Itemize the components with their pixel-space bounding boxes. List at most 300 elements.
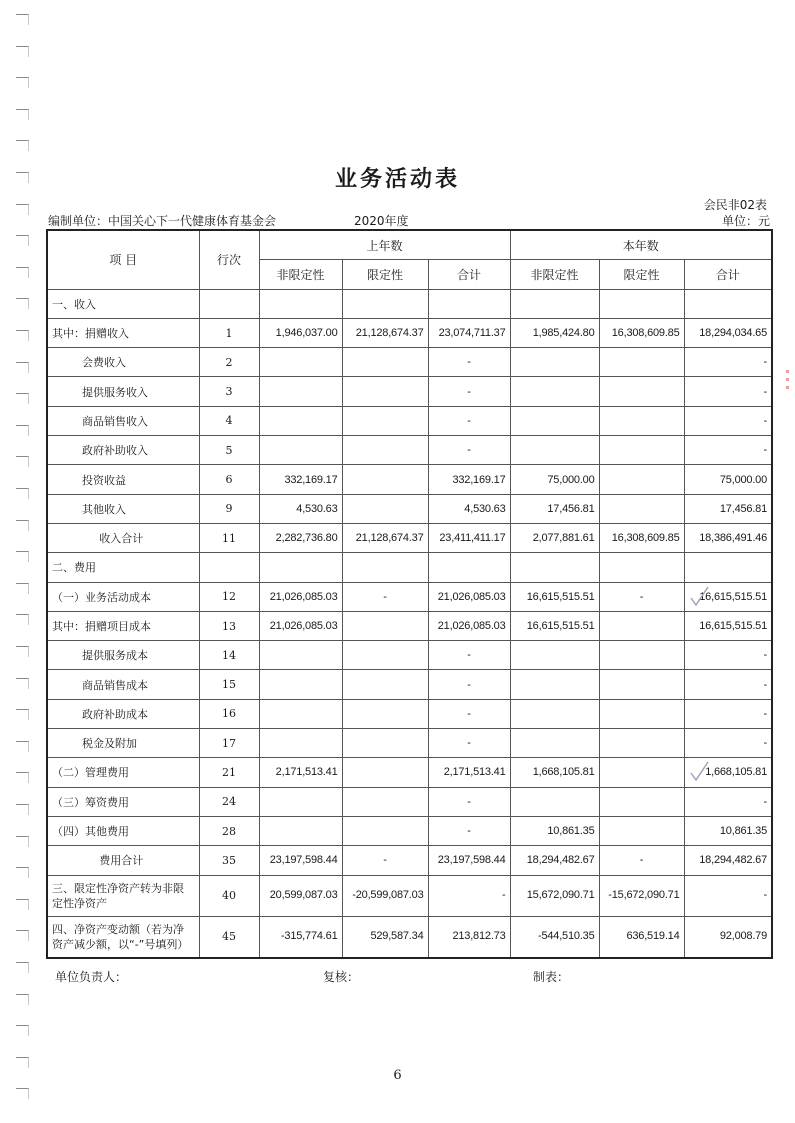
row-label: 投资收益 [47,465,199,494]
table-row [47,465,772,494]
row-line-number: 16 [199,699,259,728]
cell-current-total [684,787,772,816]
cell-prior-total [428,553,510,582]
binder-hole-mark [16,551,29,562]
cell-value: 1,985,424.80 [532,327,595,340]
cell-prior-unrestricted [259,436,342,465]
cell-current-restricted [599,699,684,728]
cell-current-total [684,916,772,958]
cell-value: 4,530.63 [296,502,338,515]
header-current-total: 合计 [684,260,772,289]
binder-hole-mark [16,836,29,847]
cell-current-restricted [599,494,684,523]
cell-current-unrestricted [510,494,599,523]
cell-value: 18,386,491.46 [699,532,768,545]
table-row [47,875,772,916]
cell-prior-total [428,465,510,494]
cell-current-total [684,758,772,787]
cell-current-total [684,729,772,758]
row-line-number: 28 [199,816,259,845]
cell-current-total [684,406,772,435]
table-row [47,377,772,406]
cell-value: 213,812.73 [452,930,506,943]
cell-prior-total [428,699,510,728]
cell-value: 75,000.00 [719,473,768,486]
cell-prior-restricted [342,406,428,435]
cell-prior-total [428,582,510,611]
row-line-number [199,289,259,318]
cell-current-restricted [599,816,684,845]
cell-current-restricted [599,916,684,958]
cell-prior-total [428,436,510,465]
row-line-number: 2 [199,348,259,377]
cell-value: 21,026,085.03 [437,590,506,603]
cell-value: 21,026,085.03 [269,620,338,632]
cell-value: - [763,678,768,691]
cell-current-total [684,494,772,523]
binder-hole-mark [16,1057,29,1068]
cell-prior-total [428,348,510,377]
cell-current-restricted [599,289,684,318]
cell-prior-unrestricted [259,318,342,347]
cell-current-restricted [599,582,684,611]
cell-current-total [684,377,772,406]
cell-current-total [684,523,772,552]
cell-prior-restricted [342,916,428,958]
table-row [47,582,772,611]
cell-prior-restricted [342,641,428,670]
cell-prior-restricted [342,670,428,699]
binder-hole-mark [16,678,29,689]
cell-current-restricted [599,465,684,494]
table-row [47,611,772,640]
cell-value: 16,308,609.85 [611,532,680,545]
cell-value: - [763,385,768,398]
cell-prior-unrestricted [259,916,342,958]
binder-hole-mark [16,267,29,278]
cell-prior-total [428,289,510,318]
cell-prior-restricted [342,699,428,728]
cell-prior-total [428,406,510,435]
cell-value: 1,668,105.81 [532,766,595,779]
cell-current-restricted [599,641,684,670]
cell-prior-restricted [342,465,428,494]
header-line-number: 行次 [199,230,259,289]
row-line-number: 24 [199,787,259,816]
cell-current-unrestricted [510,289,599,318]
header-prior-total: 合计 [428,260,510,289]
row-line-number: 45 [199,916,259,958]
cell-value: - [467,649,471,662]
cell-current-total [684,582,772,611]
cell-value: - [763,414,768,427]
row-label: （二）管理费用 [47,758,199,787]
binder-hole-mark [16,741,29,752]
row-line-number: 35 [199,846,259,875]
cell-current-restricted [599,875,684,916]
cell-value: 21,128,674.37 [355,532,424,545]
cell-current-restricted [599,523,684,552]
cell-current-unrestricted [510,318,599,347]
cell-current-unrestricted [510,348,599,377]
row-line-number: 13 [199,611,259,640]
cell-value: - [383,854,387,867]
cell-current-total [684,699,772,728]
cell-current-total [684,348,772,377]
cell-prior-total [428,611,510,640]
binder-hole-mark [16,235,29,246]
cell-prior-unrestricted [259,348,342,377]
cell-value: - [763,444,768,457]
cell-prior-restricted [342,611,428,640]
cell-prior-restricted [342,816,428,845]
binder-hole-mark [16,1088,29,1099]
cell-current-total [684,318,772,347]
row-line-number: 4 [199,406,259,435]
binder-hole-mark [16,46,29,57]
cell-value: - [763,737,768,750]
table-row [47,523,772,552]
cell-prior-unrestricted [259,787,342,816]
cell-current-total [684,670,772,699]
cell-current-total [684,641,772,670]
row-line-number: 12 [199,582,259,611]
cell-value: 92,008.79 [719,930,768,943]
cell-prior-unrestricted [259,641,342,670]
cell-value: 16,615,515.51 [526,620,595,632]
cell-prior-unrestricted [259,553,342,582]
cell-value: 18,294,482.67 [699,854,768,867]
cell-value: - [763,889,768,902]
row-line-number: 5 [199,436,259,465]
row-label: 商品销售收入 [47,406,199,435]
row-label: 其他收入 [47,494,199,523]
cell-current-unrestricted [510,916,599,958]
cell-value: 23,197,598.44 [437,854,506,867]
table-row [47,846,772,875]
cell-value: 16,615,515.51 [699,590,768,603]
cell-prior-total [428,729,510,758]
cell-current-unrestricted [510,816,599,845]
report-period: 2020年度 [354,214,409,228]
cell-prior-total [428,641,510,670]
header-prior-unrestricted: 非限定性 [259,260,342,289]
form-number: 会民非02表 [703,198,767,212]
binder-hole-mark [16,646,29,657]
cell-current-unrestricted [510,406,599,435]
row-line-number: 11 [199,523,259,552]
checkmark-icon [689,585,709,607]
cell-value: 18,294,482.67 [526,854,595,867]
cell-value: 16,615,515.51 [699,620,768,632]
cell-current-unrestricted [510,846,599,875]
cell-prior-total [428,670,510,699]
cell-current-restricted [599,758,684,787]
cell-value: - [639,854,644,867]
cell-current-restricted [599,553,684,582]
binder-hole-mark [16,994,29,1005]
table-row [47,494,772,523]
cell-current-total [684,816,772,845]
cell-current-unrestricted [510,436,599,465]
cell-value: - [639,590,644,603]
cell-prior-unrestricted [259,523,342,552]
cell-current-unrestricted [510,670,599,699]
reviewer-label: 复核： [323,970,360,984]
cell-current-unrestricted [510,758,599,787]
row-label: 费用合计 [47,846,199,875]
binder-hole-mark [16,614,29,625]
cell-prior-restricted [342,289,428,318]
cell-prior-unrestricted [259,377,342,406]
binder-hole-mark [16,204,29,215]
cell-value: 636,519.14 [626,930,680,943]
row-label: 四、净资产变动额（若为净资产减少额，以“-”号填列） [47,916,199,958]
header-current-year: 本年数 [510,230,772,260]
header-item: 项 目 [47,230,199,289]
cell-value: -315,774.61 [280,930,338,943]
cell-value: 21,128,674.37 [355,327,424,340]
binder-hole-mark [16,899,29,910]
report-title: 业务活动表 [334,166,460,192]
cell-value: 21,026,085.03 [437,620,506,632]
table-row [47,641,772,670]
cell-prior-unrestricted [259,758,342,787]
currency-unit: 单位：元 [721,214,770,228]
binder-hole-mark [16,804,29,815]
cell-value: - [763,707,768,720]
organization-label: 编制单位： [48,214,109,228]
binder-hole-mark [16,709,29,720]
row-label: （四）其他费用 [47,816,199,845]
cell-current-total [684,611,772,640]
row-label: （一）业务活动成本 [47,582,199,611]
cell-value: - [502,889,506,902]
cell-current-restricted [599,611,684,640]
cell-prior-total [428,758,510,787]
cell-prior-total [428,875,510,916]
binder-hole-mark [16,456,29,467]
table-row [47,787,772,816]
row-label: 政府补助成本 [47,699,199,728]
cell-value: 2,282,736.80 [275,532,338,545]
cell-current-total [684,553,772,582]
cell-current-unrestricted [510,787,599,816]
cell-value: 17,456.81 [547,502,595,515]
cell-prior-unrestricted [259,699,342,728]
table-row [47,406,772,435]
cell-prior-unrestricted [259,670,342,699]
header-current-unrestricted: 非限定性 [510,260,599,289]
binder-hole-mark [16,867,29,878]
cell-value: 2,077,881.61 [532,532,595,545]
row-label: 政府补助收入 [47,436,199,465]
cell-value: 332,169.17 [284,473,338,486]
table-row [47,436,772,465]
row-line-number [199,553,259,582]
cell-value: 529,587.34 [370,930,424,943]
cell-value: - [467,707,471,720]
cell-value: 10,861.35 [719,825,768,838]
row-label: 商品销售成本 [47,670,199,699]
binder-hole-mark [16,362,29,373]
table-row [47,758,772,787]
cell-value: 16,615,515.51 [526,590,595,603]
binder-hole-mark [16,583,29,594]
table-row [47,729,772,758]
row-line-number: 21 [199,758,259,787]
cell-prior-total [428,846,510,875]
cell-prior-restricted [342,729,428,758]
cell-value: - [383,590,387,603]
cell-current-restricted [599,436,684,465]
organization-name: 中国关心下一代健康体育基金会 [108,214,277,228]
cell-value: 23,411,411.17 [439,532,506,545]
cell-prior-total [428,318,510,347]
cell-value: 16,308,609.85 [611,327,680,340]
cell-value: - [467,795,471,808]
cell-value: 1,946,037.00 [275,327,338,340]
cell-current-total [684,289,772,318]
cell-prior-unrestricted [259,611,342,640]
binder-hole-mark [16,393,29,404]
cell-value: 10,861.35 [547,825,595,838]
cell-prior-total [428,787,510,816]
row-line-number: 17 [199,729,259,758]
cell-value: - [467,678,471,691]
cell-value: 2,171,513.41 [275,766,338,779]
cell-prior-restricted [342,787,428,816]
table-row [47,553,772,582]
cell-value: - [467,414,471,427]
cell-prior-restricted [342,553,428,582]
row-label: 会费收入 [47,348,199,377]
cell-current-unrestricted [510,523,599,552]
cell-current-unrestricted [510,582,599,611]
cell-value: 20,599,087.03 [269,889,338,902]
row-label: （三）筹资费用 [47,787,199,816]
cell-current-unrestricted [510,641,599,670]
margin-marks [786,370,790,390]
cell-current-restricted [599,377,684,406]
row-line-number: 3 [199,377,259,406]
cell-prior-unrestricted [259,582,342,611]
table-row [47,348,772,377]
binder-hole-mark [16,962,29,973]
cell-prior-restricted [342,846,428,875]
cell-value: - [467,825,471,838]
cell-value: 15,672,090.71 [526,889,595,902]
binder-hole-mark [16,109,29,120]
cell-current-restricted [599,846,684,875]
table-row [47,318,772,347]
cell-prior-restricted [342,377,428,406]
organization [48,212,276,229]
cell-current-restricted [599,729,684,758]
cell-value: 21,026,085.03 [269,590,338,603]
cell-current-unrestricted [510,377,599,406]
cell-prior-total [428,377,510,406]
row-label: 提供服务成本 [47,641,199,670]
cell-prior-restricted [342,875,428,916]
cell-current-unrestricted [510,553,599,582]
cell-current-total [684,465,772,494]
cell-prior-restricted [342,582,428,611]
cell-prior-unrestricted [259,465,342,494]
page-number: 6 [393,1068,402,1083]
binder-hole-mark [16,520,29,531]
binder-hole-mark [16,14,29,25]
cell-current-unrestricted [510,465,599,494]
cell-value: - [467,444,471,457]
cell-value: 332,169.17 [452,473,506,486]
cell-prior-total [428,916,510,958]
cell-prior-total [428,816,510,845]
cell-value: 23,074,711.37 [438,327,506,340]
table-row [47,289,772,318]
row-label: 其中：捐赠收入 [47,318,199,347]
table-row [47,699,772,728]
cell-prior-total [428,494,510,523]
cell-value: 2,171,513.41 [443,766,506,779]
row-label: 其中：捐赠项目成本 [47,611,199,640]
table-row [47,670,772,699]
cell-value: - [467,385,471,398]
cell-value: 18,294,034.65 [699,327,768,340]
row-label: 收入合计 [47,523,199,552]
cell-current-restricted [599,787,684,816]
cell-prior-restricted [342,758,428,787]
cell-value: 4,530.63 [464,502,506,515]
cell-value: -20,599,087.03 [352,889,424,902]
row-line-number: 14 [199,641,259,670]
table-row [47,816,772,845]
cell-value: -15,672,090.71 [608,889,680,902]
cell-prior-total [428,523,510,552]
header-current-restricted: 限定性 [599,260,684,289]
row-label: 一、收入 [47,289,199,318]
cell-prior-unrestricted [259,816,342,845]
cell-prior-unrestricted [259,406,342,435]
binder-hole-mark [16,77,29,88]
row-label: 提供服务收入 [47,377,199,406]
binder-hole-mark [16,140,29,151]
checkmark-icon [689,760,709,782]
binder-hole-mark [16,930,29,941]
cell-prior-restricted [342,494,428,523]
row-line-number: 9 [199,494,259,523]
binder-hole-mark [16,330,29,341]
cell-value: - [763,649,768,662]
row-line-number: 1 [199,318,259,347]
cell-current-restricted [599,406,684,435]
header-prior-year: 上年数 [259,230,510,260]
cell-prior-restricted [342,436,428,465]
cell-value: 23,197,598.44 [269,854,338,867]
binder-hole-mark [16,488,29,499]
row-line-number: 6 [199,465,259,494]
cell-prior-unrestricted [259,729,342,758]
row-line-number: 15 [199,670,259,699]
cell-value: - [467,356,471,369]
table-row [47,916,772,958]
cell-current-restricted [599,348,684,377]
cell-current-unrestricted [510,699,599,728]
cell-value: - [763,795,768,808]
cell-current-unrestricted [510,729,599,758]
cell-value: 1,668,105.81 [705,766,768,779]
cell-value: -544,510.35 [537,930,595,943]
